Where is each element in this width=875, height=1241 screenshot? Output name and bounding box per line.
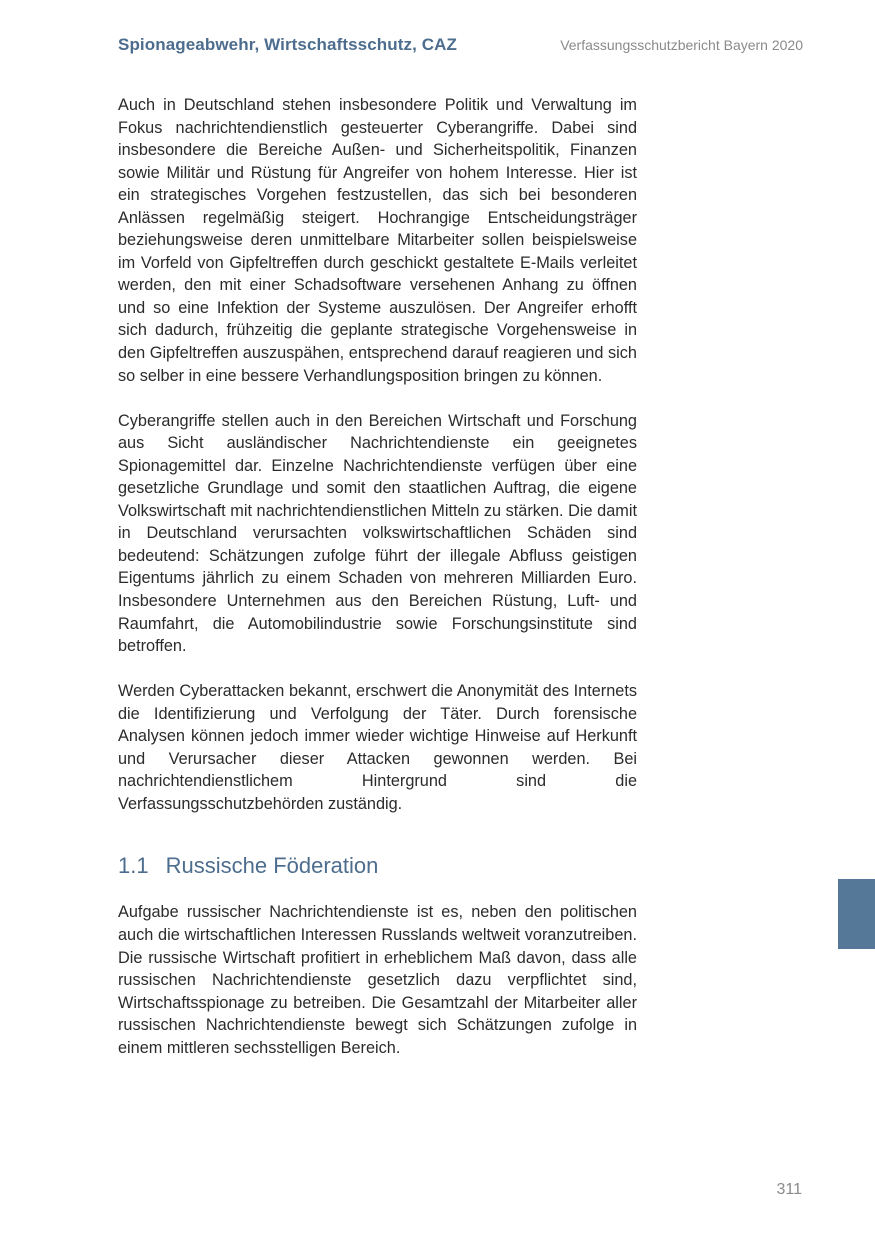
- paragraph-russia: Aufgabe russischer Nachrichtendienste ist es, neben den politischen auch die wirtschaftlichen Interessen Russlands weltweit voranzutreiben. Die russische Wirtschaft profitiert in erheblichem Maß davon, dass alle russischen Nachrichtendienste gesetzlich dazu verpflichtet sind, Wirtschaftsspionage zu betreiben. Die Gesamtzahl der Mitarbeiter aller russischen Nachrichtendienste bewegt sich Schätzungen zufolge in einem mittleren sechsstelligen Bereich.: [118, 903, 637, 1057]
- paragraph-gap: [118, 658, 637, 681]
- heading-gap: [118, 881, 637, 901]
- paragraph-politics: Auch in Deutschland stehen insbesondere Politik und Verwaltung im Fokus nachrichtendienstlich gesteuerter Cyberangriffe. Dabei sind insbesondere die Bereiche Außen- und Sicherheitspolitik, Finanzen sowie Militär und Rüstung für Angreifer von hohem Interesse. Hier ist ein strategisches Vorgehen festzustellen, das sich bei besonderen Anlässen regelmäßig steigert. Hochrangige Entscheidungsträger beziehungsweise deren unmittelbare Mitarbeiter sollen beispielsweise im Vorfeld von Gipfeltreffen durch geschickt gestaltete E-Mails verleitet werden, den mit einer Schadsoftware versehenen Anhang zu öffnen und so eine Infektion der Systeme auszulösen. Der Angreifer erhofft sich dadurch, frühzeitig die geplante strategische Vorgehensweise in den Gipfeltreffen auszuspähen, entsprechend darauf reagieren und sich so selber in eine bessere Verhandlungsposition bringen zu können.: [118, 96, 637, 385]
- page-number: 311: [776, 1181, 802, 1198]
- running-header-report: Verfassungsschutzbericht Bayern 2020: [560, 37, 803, 53]
- section-gap: [118, 815, 637, 851]
- paragraph-gap: [118, 387, 637, 410]
- paragraph-economy: Cyberangriffe stellen auch in den Bereichen Wirtschaft und Forschung aus Sicht ausländischer Nachrichtendienste ein geeignetes Spionagemittel dar. Einzelne Nachrichtendienste verfügen über eine gesetzliche Grundlage und somit den staatlichen Auftrag, die eigene Volkswirtschaft mit nachrichtendienstlichen Mitteln zu stärken. Die damit in Deutschland verursachten volkswirtschaftlichen Schäden sind bedeutend: Schätzungen zufolge führt der illegale Abfluss geistigen Eigentums jährlich zu einem Schaden von mehreren Milliarden Euro. Insbesondere Unternehmen aus den Bereichen Rüstung, Luft- und Raumfahrt, die Automobilindustrie sowie Forschungsinstitute sind betroffen.: [118, 411, 637, 656]
- paragraph-attribution: Werden Cyberattacken bekannt, erschwert die Anonymität des Internets die Identifizierung und Verfolgung der Täter. Durch forensische Analysen können jedoch immer wieder wichtige Hinweise auf Herkunft und Verursacher dieser Attacken gewonnen werden. Bei nachrichtendienstlichem Hintergrund sind die Verfassungsschutzbehörden zuständig.: [118, 682, 637, 813]
- section-heading: [118, 851, 637, 881]
- chapter-tab-marker: [838, 879, 875, 949]
- section-number: 1.1: [118, 853, 149, 879]
- section-title: Russische Föderation: [165, 853, 379, 879]
- running-header-section: Spionageabwehr, Wirtschaftsschutz, CAZ: [118, 35, 457, 54]
- page-content: [118, 94, 637, 1059]
